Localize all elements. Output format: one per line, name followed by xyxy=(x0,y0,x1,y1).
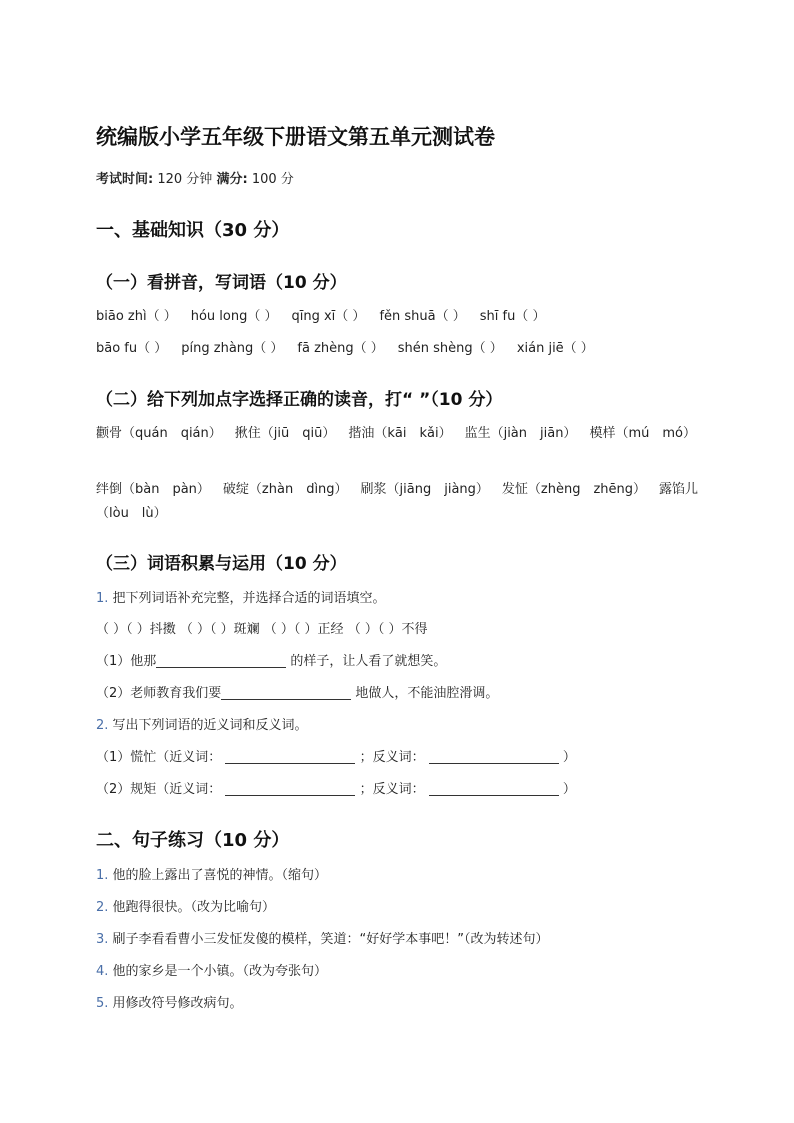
synonym-row-1: （1）慌忙（近义词： ；反义词： ） xyxy=(96,750,576,765)
pinyin-item: qīng xī（ ） xyxy=(291,309,366,324)
answer-blank[interactable] xyxy=(221,685,351,700)
reading-item: 发怔（zhèng zhēng） xyxy=(501,482,647,497)
reading-row-2 xyxy=(96,478,702,526)
sentence-item: 1. 他的脸上露出了喜悦的神情。（缩句） xyxy=(96,868,328,883)
score-label: 满分 xyxy=(216,172,243,187)
part2-heading: （二）给下列加点字选择正确的读音，打“ ”（10 分） xyxy=(96,390,503,410)
reading-item: 揩油（kāi kǎi） xyxy=(348,426,452,441)
reading-row-1 xyxy=(96,422,702,446)
reading-item: 露馅儿（lòu lù） xyxy=(96,482,699,521)
pinyin-item: fěn shuā（ ） xyxy=(379,309,466,324)
reading-item: 模样（mú mó） xyxy=(589,426,696,441)
reading-item: 破绽（zhàn dìng） xyxy=(222,482,348,497)
answer-blank[interactable] xyxy=(156,653,286,668)
antonym-blank[interactable] xyxy=(429,781,559,796)
reading-item: 揪住（jiū qiū） xyxy=(234,426,336,441)
pinyin-row-2 xyxy=(96,340,608,358)
idiom-words: （ ）（ ）抖擞 （ ）（ ）斑斓 （ ）（ ）正经 （ ）（ ）不得 xyxy=(96,622,428,637)
part3-q2 xyxy=(96,717,308,735)
time-label: 考试时间 xyxy=(96,172,149,187)
sentence-item: 3. 刷子李看看曹小三发怔发傻的模样，笑道：“好好学本事吧！”（改为转述句） xyxy=(96,932,549,947)
time-value: 120 分钟 xyxy=(157,172,213,187)
sentence-item: 5. 用修改符号修改病句。 xyxy=(96,996,243,1011)
pinyin-row-1 xyxy=(96,308,559,326)
question-number: 2. xyxy=(96,718,109,733)
exam-meta: 考试时间: 120 分钟 满分: 100 分 xyxy=(96,172,294,187)
score-value: 100 分 xyxy=(251,172,294,187)
pinyin-item: shén shèng（ ） xyxy=(397,341,503,356)
antonym-blank[interactable] xyxy=(429,749,559,764)
part3-q1 xyxy=(96,590,386,608)
reading-item: 刷浆（jiāng jiàng） xyxy=(360,482,489,497)
section2-heading: 二、句子练习（10 分） xyxy=(96,830,290,851)
pinyin-item: bāo fu（ ） xyxy=(96,341,168,356)
question-text: 把下列词语补充完整，并选择合适的词语填空。 xyxy=(112,591,386,606)
pinyin-item: xián jiē（ ） xyxy=(516,341,594,356)
pinyin-item: shī fu（ ） xyxy=(479,309,546,324)
fill-sentence-2: （2）老师教育我们要 地做人，不能油腔滑调。 xyxy=(96,686,499,701)
reading-item: 颧骨（quán qián） xyxy=(96,426,222,441)
synonym-blank[interactable] xyxy=(225,749,355,764)
section1-heading: 一、基础知识（30 分） xyxy=(96,220,290,241)
pinyin-item: fā zhèng（ ） xyxy=(297,341,384,356)
reading-item: 绊倒（bàn pàn） xyxy=(96,482,210,497)
question-text: 写出下列词语的近义词和反义词。 xyxy=(112,718,308,733)
synonym-blank[interactable] xyxy=(225,781,355,796)
sentence-item: 4. 他的家乡是一个小镇。（改为夸张句） xyxy=(96,964,328,979)
pinyin-item: hóu long（ ） xyxy=(190,309,278,324)
pinyin-item: biāo zhì（ ） xyxy=(96,309,177,324)
part1-heading: （一）看拼音，写词语（10 分） xyxy=(96,273,347,293)
fill-sentence-1: （1）他那 的样子，让人看了就想笑。 xyxy=(96,654,447,669)
synonym-row-2: （2）规矩（近义词： ；反义词： ） xyxy=(96,782,576,797)
question-number: 1. xyxy=(96,591,109,606)
reading-item: 监生（jiàn jiān） xyxy=(464,426,577,441)
part3-heading: （三）词语积累与运用（10 分） xyxy=(96,554,347,574)
pinyin-item: píng zhàng（ ） xyxy=(181,341,284,356)
page-title: 统编版小学五年级下册语文第五单元测试卷 xyxy=(96,125,495,149)
sentence-item: 2. 他跑得很快。（改为比喻句） xyxy=(96,900,276,915)
